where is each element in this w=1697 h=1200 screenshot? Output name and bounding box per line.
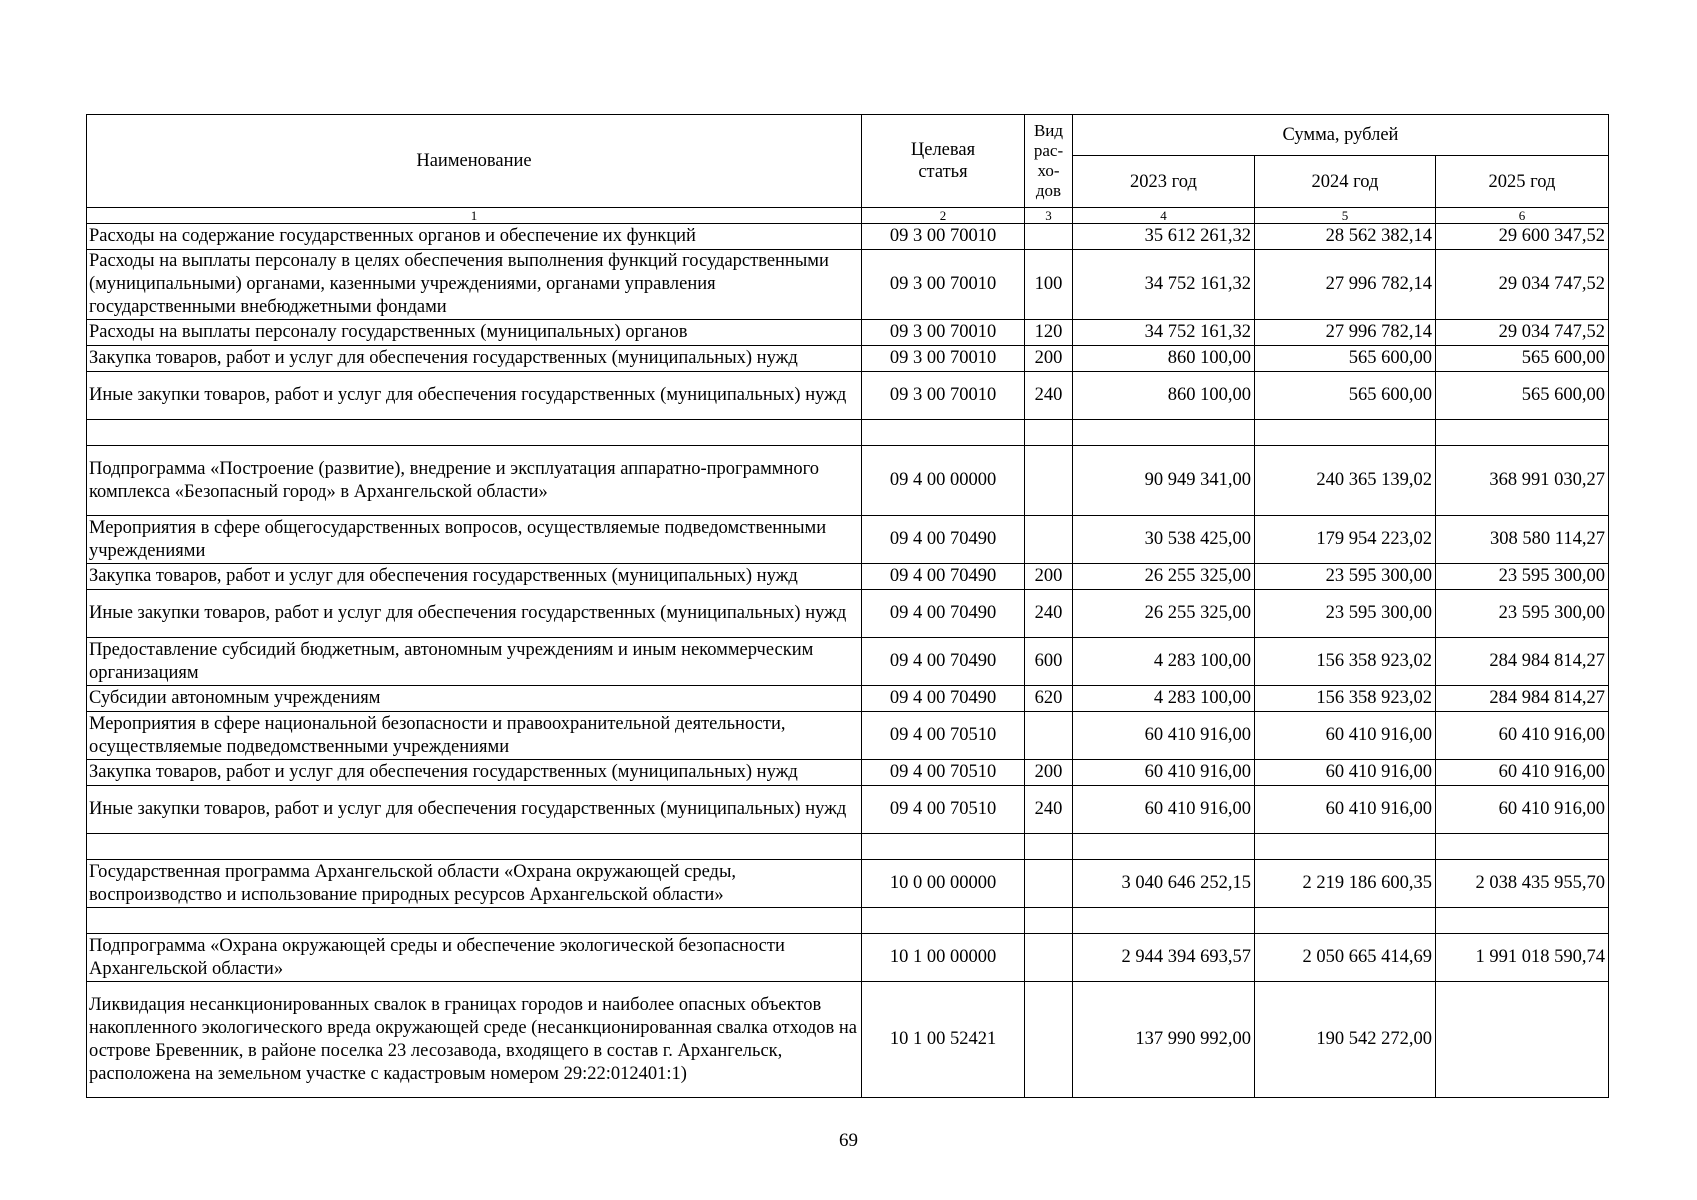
row-amount-2025: 29 034 747,52 (1436, 320, 1609, 346)
table-row (87, 686, 1609, 712)
row-amount-2023: 60 410 916,00 (1073, 786, 1255, 834)
row-amount-2024: 27 996 782,14 (1255, 320, 1436, 346)
row-amount-2025: 284 984 814,27 (1436, 686, 1609, 712)
row-name: Подпрограмма «Построение (развитие), внедрение и эксплуатация аппаратно-программного комплекса «Безопасный город» в Архангельской области» (87, 446, 862, 516)
table-header (87, 115, 1609, 224)
row-vid: 200 (1025, 346, 1073, 372)
table-row (87, 224, 1609, 250)
row-amount-2024: 565 600,00 (1255, 346, 1436, 372)
empty-cell (862, 908, 1025, 934)
row-name: Закупка товаров, работ и услуг для обеспечения государственных (муниципальных) нужд (87, 346, 862, 372)
table-row (87, 516, 1609, 564)
row-vid (1025, 934, 1073, 982)
empty-cell (862, 834, 1025, 860)
empty-cell (87, 834, 862, 860)
column-number-row (87, 208, 1609, 224)
empty-cell (1436, 908, 1609, 934)
row-code: 09 4 00 70510 (862, 760, 1025, 786)
row-amount-2025: 368 991 030,27 (1436, 446, 1609, 516)
table-row (87, 346, 1609, 372)
table-row (87, 786, 1609, 834)
row-code: 09 4 00 00000 (862, 446, 1025, 516)
row-amount-2023: 34 752 161,32 (1073, 250, 1255, 320)
row-code: 09 4 00 70490 (862, 564, 1025, 590)
row-name: Государственная программа Архангельской области «Охрана окружающей среды, воспроизводство и использование природных ресурсов Архангельской области» (87, 860, 862, 908)
row-code: 10 1 00 52421 (862, 982, 1025, 1098)
table-row (87, 250, 1609, 320)
empty-cell (1436, 834, 1609, 860)
row-vid (1025, 224, 1073, 250)
page-number: 69 (839, 1130, 858, 1151)
row-vid (1025, 860, 1073, 908)
empty-row (87, 908, 1609, 934)
table-row (87, 446, 1609, 516)
row-vid: 240 (1025, 590, 1073, 638)
empty-cell (1073, 908, 1255, 934)
row-amount-2024: 23 595 300,00 (1255, 590, 1436, 638)
column-number: 2 (862, 208, 1025, 224)
row-name: Иные закупки товаров, работ и услуг для обеспечения государственных (муниципальных) нужд (87, 372, 862, 420)
empty-cell (1255, 834, 1436, 860)
row-amount-2024: 2 050 665 414,69 (1255, 934, 1436, 982)
row-name: Подпрограмма «Охрана окружающей среды и обеспечение экологической безопасности Архангельской области» (87, 934, 862, 982)
column-number: 5 (1255, 208, 1436, 224)
row-amount-2025: 29 034 747,52 (1436, 250, 1609, 320)
row-amount-2023: 4 283 100,00 (1073, 638, 1255, 686)
header-vid (1025, 115, 1073, 208)
empty-cell (1025, 834, 1073, 860)
row-name: Расходы на выплаты персоналу в целях обеспечения выполнения функций государственными (муниципальными) органами, казенными учреждениями, органами управления государственными внебюджетными фондами (87, 250, 862, 320)
header-vid-text: Вид рас- хо- дов (1033, 121, 1064, 200)
row-code: 09 3 00 70010 (862, 372, 1025, 420)
row-vid (1025, 446, 1073, 516)
row-amount-2024: 179 954 223,02 (1255, 516, 1436, 564)
row-amount-2023: 34 752 161,32 (1073, 320, 1255, 346)
row-code: 09 4 00 70510 (862, 786, 1025, 834)
header-year-2025: 2025 год (1436, 156, 1609, 208)
column-number: 4 (1073, 208, 1255, 224)
row-amount-2023: 3 040 646 252,15 (1073, 860, 1255, 908)
table-row (87, 934, 1609, 982)
row-code: 09 4 00 70510 (862, 712, 1025, 760)
row-name: Мероприятия в сфере национальной безопасности и правоохранительной деятельности, осуществляемые подведомственными учреждениями (87, 712, 862, 760)
row-vid: 100 (1025, 250, 1073, 320)
table-row (87, 320, 1609, 346)
empty-cell (1255, 420, 1436, 446)
row-code: 09 4 00 70490 (862, 516, 1025, 564)
row-name: Ликвидация несанкционированных свалок в границах городов и наиболее опасных объектов накопленного экологического вреда окружающей среде (несанкционированная свалка отходов на острове Бревенник, в районе поселка 23 лесозавода, входящего в состав г. Архангельск, расположена на земельном участке с кадастровым номером 29:22:012401:1) (87, 982, 862, 1098)
row-amount-2024: 28 562 382,14 (1255, 224, 1436, 250)
row-amount-2023: 860 100,00 (1073, 346, 1255, 372)
table-row (87, 982, 1609, 1098)
row-amount-2025: 23 595 300,00 (1436, 590, 1609, 638)
row-code: 09 3 00 70010 (862, 320, 1025, 346)
row-vid: 240 (1025, 372, 1073, 420)
row-amount-2024: 27 996 782,14 (1255, 250, 1436, 320)
row-amount-2024: 156 358 923,02 (1255, 638, 1436, 686)
row-amount-2025: 60 410 916,00 (1436, 712, 1609, 760)
row-amount-2023: 35 612 261,32 (1073, 224, 1255, 250)
row-amount-2023: 860 100,00 (1073, 372, 1255, 420)
table-row (87, 564, 1609, 590)
header-name: Наименование (87, 115, 862, 208)
table-row (87, 638, 1609, 686)
row-amount-2024: 60 410 916,00 (1255, 760, 1436, 786)
row-vid: 240 (1025, 786, 1073, 834)
row-name: Предоставление субсидий бюджетным, автономным учреждениям и иным некоммерческим организациям (87, 638, 862, 686)
row-vid (1025, 712, 1073, 760)
column-number: 1 (87, 208, 862, 224)
row-name: Мероприятия в сфере общегосударственных вопросов, осуществляемые подведомственными учреждениями (87, 516, 862, 564)
row-amount-2025: 308 580 114,27 (1436, 516, 1609, 564)
row-amount-2025: 565 600,00 (1436, 346, 1609, 372)
row-amount-2024: 60 410 916,00 (1255, 786, 1436, 834)
row-amount-2023: 60 410 916,00 (1073, 760, 1255, 786)
row-amount-2023: 26 255 325,00 (1073, 590, 1255, 638)
row-name: Расходы на содержание государственных органов и обеспечение их функций (87, 224, 862, 250)
row-vid: 600 (1025, 638, 1073, 686)
column-number: 6 (1436, 208, 1609, 224)
empty-cell (87, 420, 862, 446)
empty-cell (1025, 908, 1073, 934)
empty-row (87, 834, 1609, 860)
row-code: 09 3 00 70010 (862, 224, 1025, 250)
empty-cell (862, 420, 1025, 446)
row-code: 09 4 00 70490 (862, 686, 1025, 712)
table-body (87, 224, 1609, 1098)
row-code: 09 4 00 70490 (862, 638, 1025, 686)
row-code: 09 3 00 70010 (862, 346, 1025, 372)
row-vid: 200 (1025, 760, 1073, 786)
row-name: Расходы на выплаты персоналу государственных (муниципальных) органов (87, 320, 862, 346)
empty-cell (1073, 420, 1255, 446)
table-row (87, 860, 1609, 908)
row-name: Иные закупки товаров, работ и услуг для обеспечения государственных (муниципальных) нужд (87, 590, 862, 638)
table-row (87, 590, 1609, 638)
empty-cell (1025, 420, 1073, 446)
row-amount-2025: 284 984 814,27 (1436, 638, 1609, 686)
row-amount-2024: 2 219 186 600,35 (1255, 860, 1436, 908)
row-amount-2023: 90 949 341,00 (1073, 446, 1255, 516)
row-amount-2025: 1 991 018 590,74 (1436, 934, 1609, 982)
empty-cell (1073, 834, 1255, 860)
table-row (87, 372, 1609, 420)
row-vid (1025, 516, 1073, 564)
empty-row (87, 420, 1609, 446)
row-vid: 200 (1025, 564, 1073, 590)
row-amount-2025: 29 600 347,52 (1436, 224, 1609, 250)
row-amount-2024: 240 365 139,02 (1255, 446, 1436, 516)
row-code: 10 1 00 00000 (862, 934, 1025, 982)
row-amount-2023: 30 538 425,00 (1073, 516, 1255, 564)
row-name: Субсидии автономным учреждениям (87, 686, 862, 712)
empty-cell (87, 908, 862, 934)
header-year-2024: 2024 год (1255, 156, 1436, 208)
row-amount-2024: 23 595 300,00 (1255, 564, 1436, 590)
column-number: 3 (1025, 208, 1073, 224)
row-vid: 120 (1025, 320, 1073, 346)
row-amount-2024: 190 542 272,00 (1255, 982, 1436, 1098)
header-target-text: Целевая статья (910, 140, 976, 182)
empty-cell (1436, 420, 1609, 446)
row-code: 10 0 00 00000 (862, 860, 1025, 908)
row-code: 09 3 00 70010 (862, 250, 1025, 320)
header-year-2023: 2023 год (1073, 156, 1255, 208)
header-sum: Сумма, рублей (1073, 115, 1609, 156)
row-vid: 620 (1025, 686, 1073, 712)
row-amount-2023: 137 990 992,00 (1073, 982, 1255, 1098)
row-amount-2023: 60 410 916,00 (1073, 712, 1255, 760)
row-amount-2025: 23 595 300,00 (1436, 564, 1609, 590)
table-row (87, 760, 1609, 786)
table-row (87, 712, 1609, 760)
row-amount-2023: 4 283 100,00 (1073, 686, 1255, 712)
row-name: Закупка товаров, работ и услуг для обеспечения государственных (муниципальных) нужд (87, 760, 862, 786)
row-amount-2025 (1436, 982, 1609, 1098)
row-name: Закупка товаров, работ и услуг для обеспечения государственных (муниципальных) нужд (87, 564, 862, 590)
row-amount-2025: 565 600,00 (1436, 372, 1609, 420)
row-amount-2023: 2 944 394 693,57 (1073, 934, 1255, 982)
row-amount-2025: 2 038 435 955,70 (1436, 860, 1609, 908)
budget-table (86, 114, 1609, 1098)
empty-cell (1255, 908, 1436, 934)
row-amount-2025: 60 410 916,00 (1436, 760, 1609, 786)
row-name: Иные закупки товаров, работ и услуг для обеспечения государственных (муниципальных) нужд (87, 786, 862, 834)
row-amount-2024: 60 410 916,00 (1255, 712, 1436, 760)
row-amount-2024: 565 600,00 (1255, 372, 1436, 420)
row-amount-2023: 26 255 325,00 (1073, 564, 1255, 590)
row-amount-2025: 60 410 916,00 (1436, 786, 1609, 834)
row-vid (1025, 982, 1073, 1098)
row-code: 09 4 00 70490 (862, 590, 1025, 638)
header-target (862, 115, 1025, 208)
row-amount-2024: 156 358 923,02 (1255, 686, 1436, 712)
